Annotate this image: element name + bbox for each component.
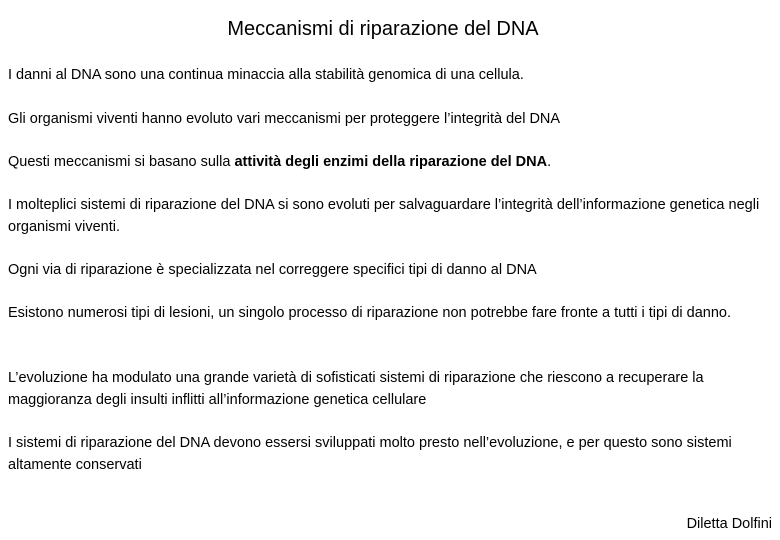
author-name: Diletta Dolfini (686, 516, 772, 532)
paragraph-enzyme-prefix: Questi meccanismi si basano sulla (8, 154, 235, 170)
paragraph-lesion-types: Esistono numerosi tipi di lesioni, un singolo processo di riparazione non potrebbe fare fronte a tutti i tipi di danno. (8, 305, 732, 321)
paragraph-multiple-systems: I molteplici sistemi di riparazione del DNA si sono evoluti per salvaguardare l’integrità dell’informazione genetica negli organismi viventi. (8, 197, 760, 235)
paragraph-enzyme-bold: attività degli enzimi della riparazione del DNA (234, 154, 548, 170)
paragraph-evolved-mechanisms: Gli organismi viventi hanno evoluto vari meccanismi per proteggere l’integrità del DNA (8, 111, 561, 127)
slide-title: Meccanismi di riparazione del DNA (227, 18, 539, 40)
paragraph-dna-damage: I danni al DNA sono una continua minaccia alla stabilità genomica di una cellula. (8, 67, 524, 83)
paragraph-conserved-systems: I sistemi di riparazione del DNA devono essersi sviluppati molto presto nell’evoluzione, e per questo sono sistemi altamente conservati (8, 435, 732, 473)
paragraph-enzyme-activity (8, 151, 768, 173)
paragraph-repair-pathways: Ogni via di riparazione è specializzata nel correggere specifici tipi di danno al DNA (8, 262, 537, 278)
paragraph-enzyme-suffix: . (547, 154, 552, 170)
paragraph-evolution-variety: L’evoluzione ha modulato una grande varietà di sofisticati sistemi di riparazione che riescono a recuperare la maggioranza degli insulti inflitti all’informazione genetica cellulare (8, 370, 704, 408)
